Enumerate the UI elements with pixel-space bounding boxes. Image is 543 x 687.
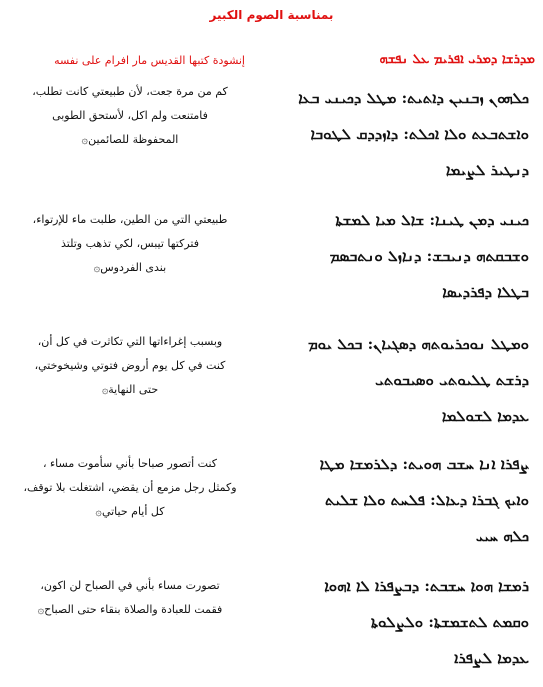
arabic-translation — [10, 452, 250, 524]
header-arabic-title: إنشودة كتبها القديس مار افرام على نفسه — [54, 54, 245, 67]
syriac-line: ܘܡܛܠ ܢܘܟܪܝܘܬܗ ܕܣܓܝܐܢ: ܒܟܠ ܝܘܡ — [307, 335, 529, 353]
arabic-line: كل أيام حياتي۞ — [95, 505, 165, 518]
syriac-line: ܘܐܝܟ ܓܒܪܐ ܕܥܐܠ: ܦܠܚܬ ܘܠܐ ܫܠܝܬ — [324, 491, 529, 509]
syriac-line: ܥܕܡܐ ܠܨܦܪܐ — [454, 649, 529, 667]
syriac-verse — [259, 326, 529, 434]
syriac-line: ܥܕܡܐ ܠܫܘܠܡܐ — [441, 407, 529, 425]
syriac-verse — [259, 446, 529, 554]
arabic-line: تصورت مساء بأني في الصباح لن اكون، — [40, 579, 220, 592]
page-title: بمناسبة الصوم الكبير — [209, 8, 334, 22]
syriac-line: ܒܛܠܐ ܕܦܪܕܝܣܐ — [442, 283, 529, 301]
syriac-line: ܕܢܛܝܪ ܠܨܝܡܐ — [445, 161, 529, 179]
arabic-line: المحفوظة للصائمين۞ — [81, 133, 179, 146]
arabic-line: فامتنعت ولم اكل، لأستحق الطوبى — [52, 109, 208, 122]
arabic-line: حتى النهاية۞ — [101, 383, 159, 396]
arabic-line: بندى الفردوس۞ — [93, 261, 167, 274]
header-syriac-title: ܡܕܪܫܐ ܕܡܪܝ ܐܦܪܝܡ ܥܠ ܢܦܫܗ — [379, 52, 535, 67]
syriac-line: ܟܝܢܝ ܕܡܢ ܛܝܢܐ: ܫܐܠ ܡܝܐ ܠܡܫܬܐ — [335, 211, 529, 229]
syriac-verse — [259, 568, 529, 676]
syriac-line: ܪܡܫܐ ܗܘܐ ܚܫܒܬ: ܕܒܨܦܪܐ ܠܐ ܐܗܘܐ — [324, 577, 529, 595]
syriac-verse — [259, 80, 529, 188]
arabic-line: فتركتها تيبس، لكي تذهب وتلتذ — [60, 237, 200, 250]
arabic-line: وكمثل رجل مزمع أن يقضي، اشتغلت بلا توقف، — [23, 481, 237, 494]
arabic-translation — [10, 574, 250, 622]
arabic-line: فقمت للعبادة والصلاة بنقاء حتى الصباح۞ — [37, 603, 223, 616]
arabic-translation — [10, 208, 250, 280]
arabic-line: كنت في كل يوم أروض فتوتي وشيخوختي، — [34, 359, 226, 372]
syriac-line: ܘܩܡܬ ܠܬܫܡܫܬܐ: ܘܠܨܠܘܬܐ — [370, 613, 529, 631]
syriac-line: ܘܫܒܩܬܗ ܕܢܝܒܫ: ܕܢܐܙܠ ܘܢܬܒܣܡ — [329, 247, 529, 265]
syriac-line: ܨܦܪܐ ܐܢܐ ܚܫܒ ܗܘܝܬ: ܕܠܪܡܫܐ ܡܛܐ — [319, 455, 529, 473]
arabic-translation — [10, 330, 250, 402]
arabic-line: كنت أتصور صباحا بأني سأموت مساء ، — [42, 457, 218, 470]
syriac-line: ܟܠܗ ܚܝܝ — [475, 527, 529, 545]
arabic-line: طبيعتي التي من الطين، طلبت ماء للإرتواء، — [32, 213, 228, 226]
poem-header — [0, 48, 543, 72]
arabic-translation — [10, 80, 250, 152]
syriac-line: ܕܪܫܬ ܛܠܝܘܬܝ ܘܣܝܒܘܬܝ — [375, 371, 529, 389]
syriac-line: ܟܠܗܘܢ ܙܒܢܝܢ ܕܐܬܝܬ: ܡܛܠ ܕܟܝܢܝ ܒܥܐ — [298, 89, 529, 107]
syriac-line: ܘܐܫܬܒܥܬ ܘܠܐ ܐܟܠܬ: ܕܐܙܕܕܩ ܠܛܘܒܐ — [310, 125, 529, 143]
syriac-verse — [259, 202, 529, 310]
arabic-line: وبسبب إغراءاتها التي تكاثرت في كل أن، — [37, 335, 223, 348]
arabic-line: كم من مرة جعت، لأن طبيعتي كانت تطلب، — [32, 85, 228, 98]
